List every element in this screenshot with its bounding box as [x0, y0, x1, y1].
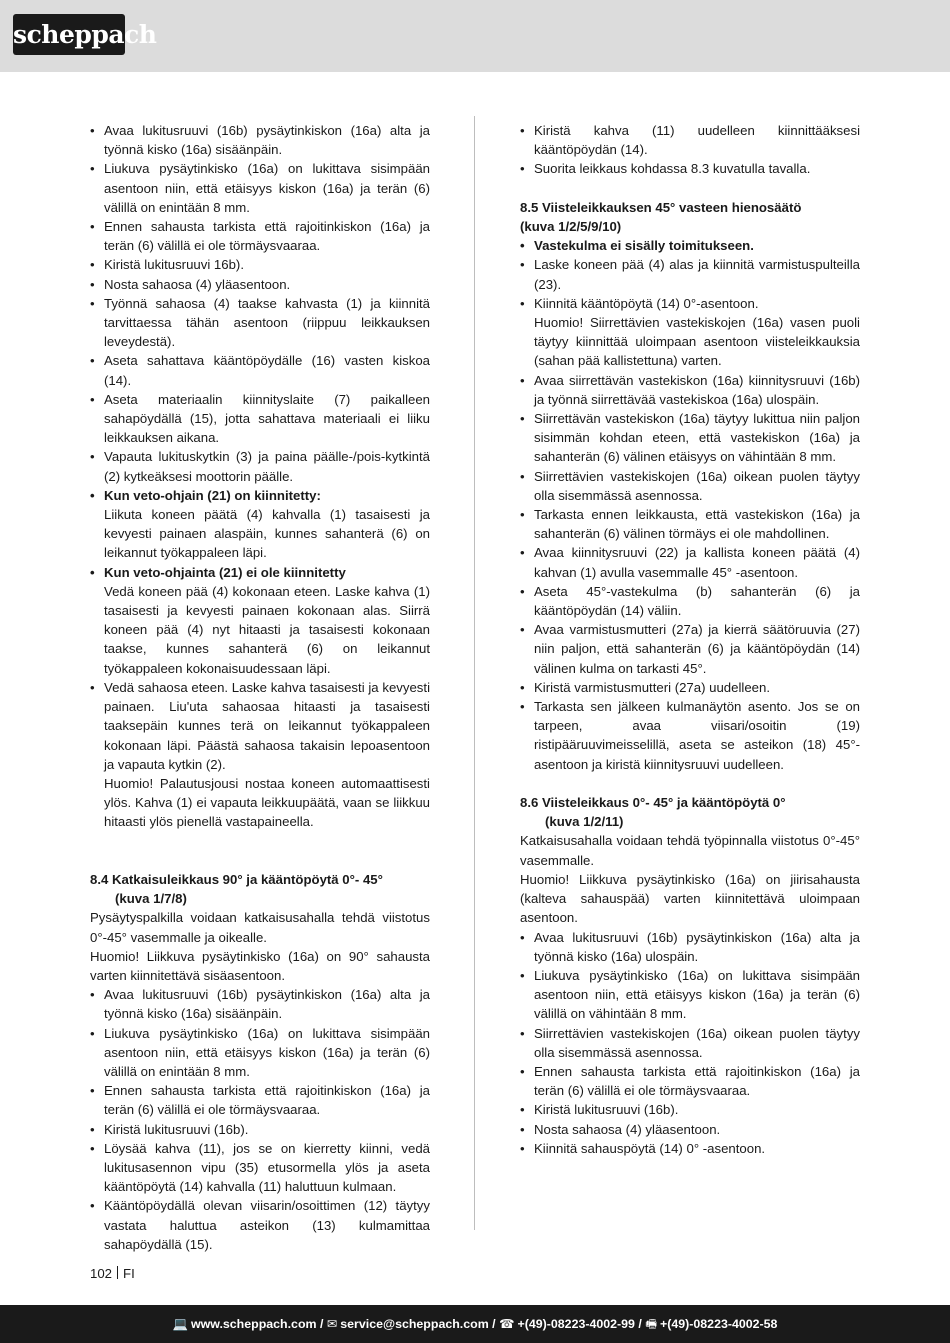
- list-item: • Kiristä lukitusruuvi 16b).: [90, 255, 430, 274]
- list-item: • Kääntöpöydällä olevan viisarin/osoittimen (12) täytyy vastata haluttua asteikon (13) kulmamittaa sahapöydällä (15).: [90, 1196, 430, 1254]
- note-paragraph: Huomio! Liikkuva pysäytinkisko (16a) on jiirisahausta (kalteva sahauspää) varten kiinnitettävä uloimpaan asentoon.: [520, 871, 860, 926]
- list-item: • Avaa kiinnitysruuvi (22) ja kallista koneen päätä (4) kahvan (1) avulla vasemmalle 45° -asentoon.: [520, 543, 860, 581]
- list-item: • Kiristä varmistusmutteri (27a) uudelleen.: [520, 678, 860, 697]
- list-item: • Liukuva pysäytinkisko (16a) on lukittava sisimpään asentoon niin, että etäisyys kiskon (16a) ja terän (6) välillä on vähintään 8 mm.: [520, 966, 860, 1024]
- footer-phone: +(49)-08223-4002-99 /: [517, 1317, 642, 1331]
- list-item: • Vapauta lukituskytkin (3) ja paina päälle-/pois-kytkintä (2) kytkeäksesi moottorin päälle.: [90, 447, 430, 485]
- list-item: • Aseta sahattava kääntöpöydälle (16) vasten kiskoa (14).: [90, 351, 430, 389]
- list-item: • Tarkasta sen jälkeen kulmanäytön asento. Jos se on tarpeen, avaa viisari/osoitin (19) ristipääruuvimeisselillä, aseta se asteikon (18) 45°-asentoon ja kiristä kiinnitysruuvi uudelleen.: [520, 697, 860, 774]
- heading-line: 8.6 Viisteleikkaus 0°- 45° ja kääntöpöytä 0°: [520, 795, 786, 811]
- bullet-list: [90, 678, 430, 774]
- note-paragraph: Huomio! Siirrettävien vastekiskojen (16a) vasen puoli täytyy kiinnittää uloimpaan asentoon viisteleikkauksia (sahan pää kallistettuna) varten.: [534, 315, 860, 369]
- list-item: • Tarkasta ennen leikkausta, että vastekiskon (16a) ja sahanterän (6) välinen törmäys ei ole mahdollinen.: [520, 505, 860, 543]
- footer-web: www.scheppach.com /: [190, 1317, 324, 1331]
- email-icon: ✉: [326, 1317, 338, 1331]
- bullet-list: [90, 121, 430, 505]
- heading-line: 8.4 Katkaisuleikkaus 90° ja kääntöpöytä 0°- 45°: [90, 871, 383, 887]
- bullet-list: [90, 985, 430, 1254]
- section-heading-8-4: [90, 870, 430, 908]
- list-item: • Kiristä lukitusruuvi (16b).: [90, 1120, 430, 1139]
- page-number: [90, 1265, 135, 1283]
- list-item: • Liukuva pysäytinkisko (16a) on lukittava sisimpään asentoon niin, että etäisyys kiskon (16a) ja terän (6) välillä on enintään 8 mm.: [90, 1024, 430, 1082]
- right-column: [520, 121, 860, 1158]
- section-heading-8-6: [520, 793, 860, 831]
- list-item: • Työnnä sahaosa (4) taakse kahvasta (1) ja kiinnitä tarvittaessa tähän asentoon (riippuu leikkauksen leveydestä).: [90, 294, 430, 352]
- left-column: [90, 121, 430, 1254]
- list-item: • Liukuva pysäytinkisko (16a) on lukittava sisimpään asentoon niin, että etäisyys kiskon (16a) ja terän (6) välillä on enintään 8 mm.: [90, 159, 430, 217]
- list-item: • Avaa lukitusruuvi (16b) pysäytinkiskon (16a) alta ja työnnä kisko (16a) sisäänpäin.: [90, 985, 430, 1023]
- bullet-list: [90, 563, 430, 582]
- list-item: • Siirrettävien vastekiskojen (16a) oikean puolen täytyy olla sisemmässä asennossa.: [520, 467, 860, 505]
- bullet-list: [520, 236, 860, 313]
- heading-figure-ref: (kuva 1/2/5/9/10): [520, 219, 622, 234]
- list-item: • Aseta materiaalin kiinnityslaite (7) paikalleen sahapöydällä (15), jotta sahattava materiaali ei liiku leikkauksen aikana.: [90, 390, 430, 448]
- page-header: [0, 0, 950, 72]
- note-paragraph: Huomio! Liikkuva pysäytinkisko (16a) on 90° sahausta varten kiinnitettävä sisäasentoon.: [90, 948, 430, 983]
- list-item: • Aseta 45°-vastekulma (b) sahanterän (6) ja kääntöpöydän (14) väliin.: [520, 582, 860, 620]
- scheppach-logo: scheppach: [13, 14, 125, 55]
- list-item-bold: • Kun veto-ohjain (21) on kiinnitetty:: [90, 486, 430, 505]
- list-item-bold: • Kun veto-ohjainta (21) ei ole kiinnitetty: [90, 563, 430, 582]
- list-item-bold: • Vastekulma ei sisälly toimitukseen.: [520, 236, 860, 255]
- laptop-icon: 💻: [172, 1317, 188, 1331]
- list-item: • Ennen sahausta tarkista että rajoitinkiskon (16a) ja terän (6) välillä ei ole törmäysvaaraa.: [90, 1081, 430, 1119]
- paragraph: Katkaisusahalla voidaan tehdä työpinnalla viistotus 0°-45° vasemmalle.: [520, 833, 860, 868]
- page-number-separator: [117, 1266, 118, 1279]
- list-item: • Avaa lukitusruuvi (16b) pysäytinkiskon (16a) alta ja työnnä kisko (16a) ulospäin.: [520, 928, 860, 966]
- heading-figure-ref: (kuva 1/2/11): [545, 814, 624, 830]
- bullet-list: [520, 928, 860, 1158]
- list-item: • Vedä sahaosa eteen. Laske kahva tasaisesti ja kevyesti painaen. Liu'uta sahaosaa hitaasti ja tasaisesti taaksepäin kunnes terä on leikannut työkappaleen kokonaan läpi. Päästä sahaosa takaisin lepoasentoon ja vapauta kytkin (2).: [90, 678, 430, 774]
- fax-icon: 🖷: [645, 1317, 657, 1331]
- list-item: • Löysää kahva (11), jos se on kierretty kiinni, vedä lukitusasennon vipu (35) etusormella ylös ja aseta kääntöpöytä (14) kahvalla (11) haluttuun kulmaan.: [90, 1139, 430, 1197]
- page-number-value: 102: [90, 1266, 113, 1281]
- heading-line: 8.5 Viisteleikkauksen 45° vasteen hienosäätö: [520, 199, 802, 215]
- footer-fax: +(49)-08223-4002-58: [660, 1317, 778, 1331]
- list-item: • Ennen sahausta tarkista että rajoitinkiskon (16a) ja terän (6) välillä ei ole törmäysvaaraa.: [90, 217, 430, 255]
- list-item: • Nosta sahaosa (4) yläasentoon.: [90, 275, 430, 294]
- language-code: FI: [123, 1266, 135, 1281]
- column-divider: [474, 116, 475, 1230]
- list-item: • Nosta sahaosa (4) yläasentoon.: [520, 1120, 860, 1139]
- list-item: • Avaa varmistusmutteri (27a) ja kierrä säätöruuvia (27) niin paljon, että sahanterän (6) ja kääntöpöydän (14) välinen kulma on tarkasti 45°.: [520, 620, 860, 678]
- paragraph: Pysäytyspalkilla voidaan katkaisusahalla tehdä viistotus 0°-45° vasemmalle ja oikealle.: [90, 910, 430, 945]
- list-item: • Siirrettävän vastekiskon (16a) täytyy lukittua niin paljon sisimmän kohdan eteen, että vastekiskon (16a) ja sahanterän (6) välinen etäisyys on vähintään 8 mm.: [520, 409, 860, 467]
- list-item: • Kiristä lukitusruuvi (16b).: [520, 1100, 860, 1119]
- sub-paragraph: Vedä koneen pää (4) kokonaan eteen. Laske kahva (1) tasaisesti ja kevyesti painaen kokonaan alas. Siirrä koneen pää (4) nyt hitaasti ja tasaisesti kokonaan taakse, kunnes sahanterä (6) on leikannut työkappaleen kokonaisuudessaan läpi.: [104, 583, 430, 676]
- page-footer: [0, 1305, 950, 1343]
- list-item: • Kiristä kahva (11) uudelleen kiinnittääksesi kääntöpöydän (14).: [520, 121, 860, 159]
- list-item: • Ennen sahausta tarkista että rajoitinkiskon (16a) ja terän (6) välillä ei ole törmäysvaaraa.: [520, 1062, 860, 1100]
- list-item: • Kiinnitä kääntöpöytä (14) 0°-asentoon.: [520, 294, 860, 313]
- list-item: • Kiinnitä sahauspöytä (14) 0° -asentoon.: [520, 1139, 860, 1158]
- bullet-list: [520, 121, 860, 179]
- phone-icon: ☎: [499, 1317, 515, 1331]
- list-item: • Laske koneen pää (4) alas ja kiinnitä varmistuspulteilla (23).: [520, 255, 860, 293]
- note-paragraph: Huomio! Palautusjousi nostaa koneen automaattisesti ylös. Kahva (1) ei vapauta leikkuupäätä, vaan se liikkuu hitaasti ylös pienellä vastapaineella.: [104, 775, 430, 830]
- list-item: • Suorita leikkaus kohdassa 8.3 kuvatulla tavalla.: [520, 159, 860, 178]
- list-item: • Avaa lukitusruuvi (16b) pysäytinkiskon (16a) alta ja työnnä kisko (16a) sisäänpäin.: [90, 121, 430, 159]
- sub-paragraph: Liikuta koneen päätä (4) kahvalla (1) tasaisesti ja kevyesti painaen alaspäin, kunnes sahanterä (6) on leikannut työkappaleen läpi.: [104, 507, 430, 561]
- heading-figure-ref: (kuva 1/7/8): [115, 891, 187, 907]
- section-heading-8-5: [520, 198, 860, 236]
- bullet-list: [520, 371, 860, 774]
- list-item: • Avaa siirrettävän vastekiskon (16a) kiinnitysruuvi (16b) ja työnnä siirrettävää vastekiskoa (16a) ulospäin.: [520, 371, 860, 409]
- footer-email: service@scheppach.com /: [340, 1317, 496, 1331]
- list-item: • Siirrettävien vastekiskojen (16a) oikean puolen täytyy olla sisemmässä asennossa.: [520, 1024, 860, 1062]
